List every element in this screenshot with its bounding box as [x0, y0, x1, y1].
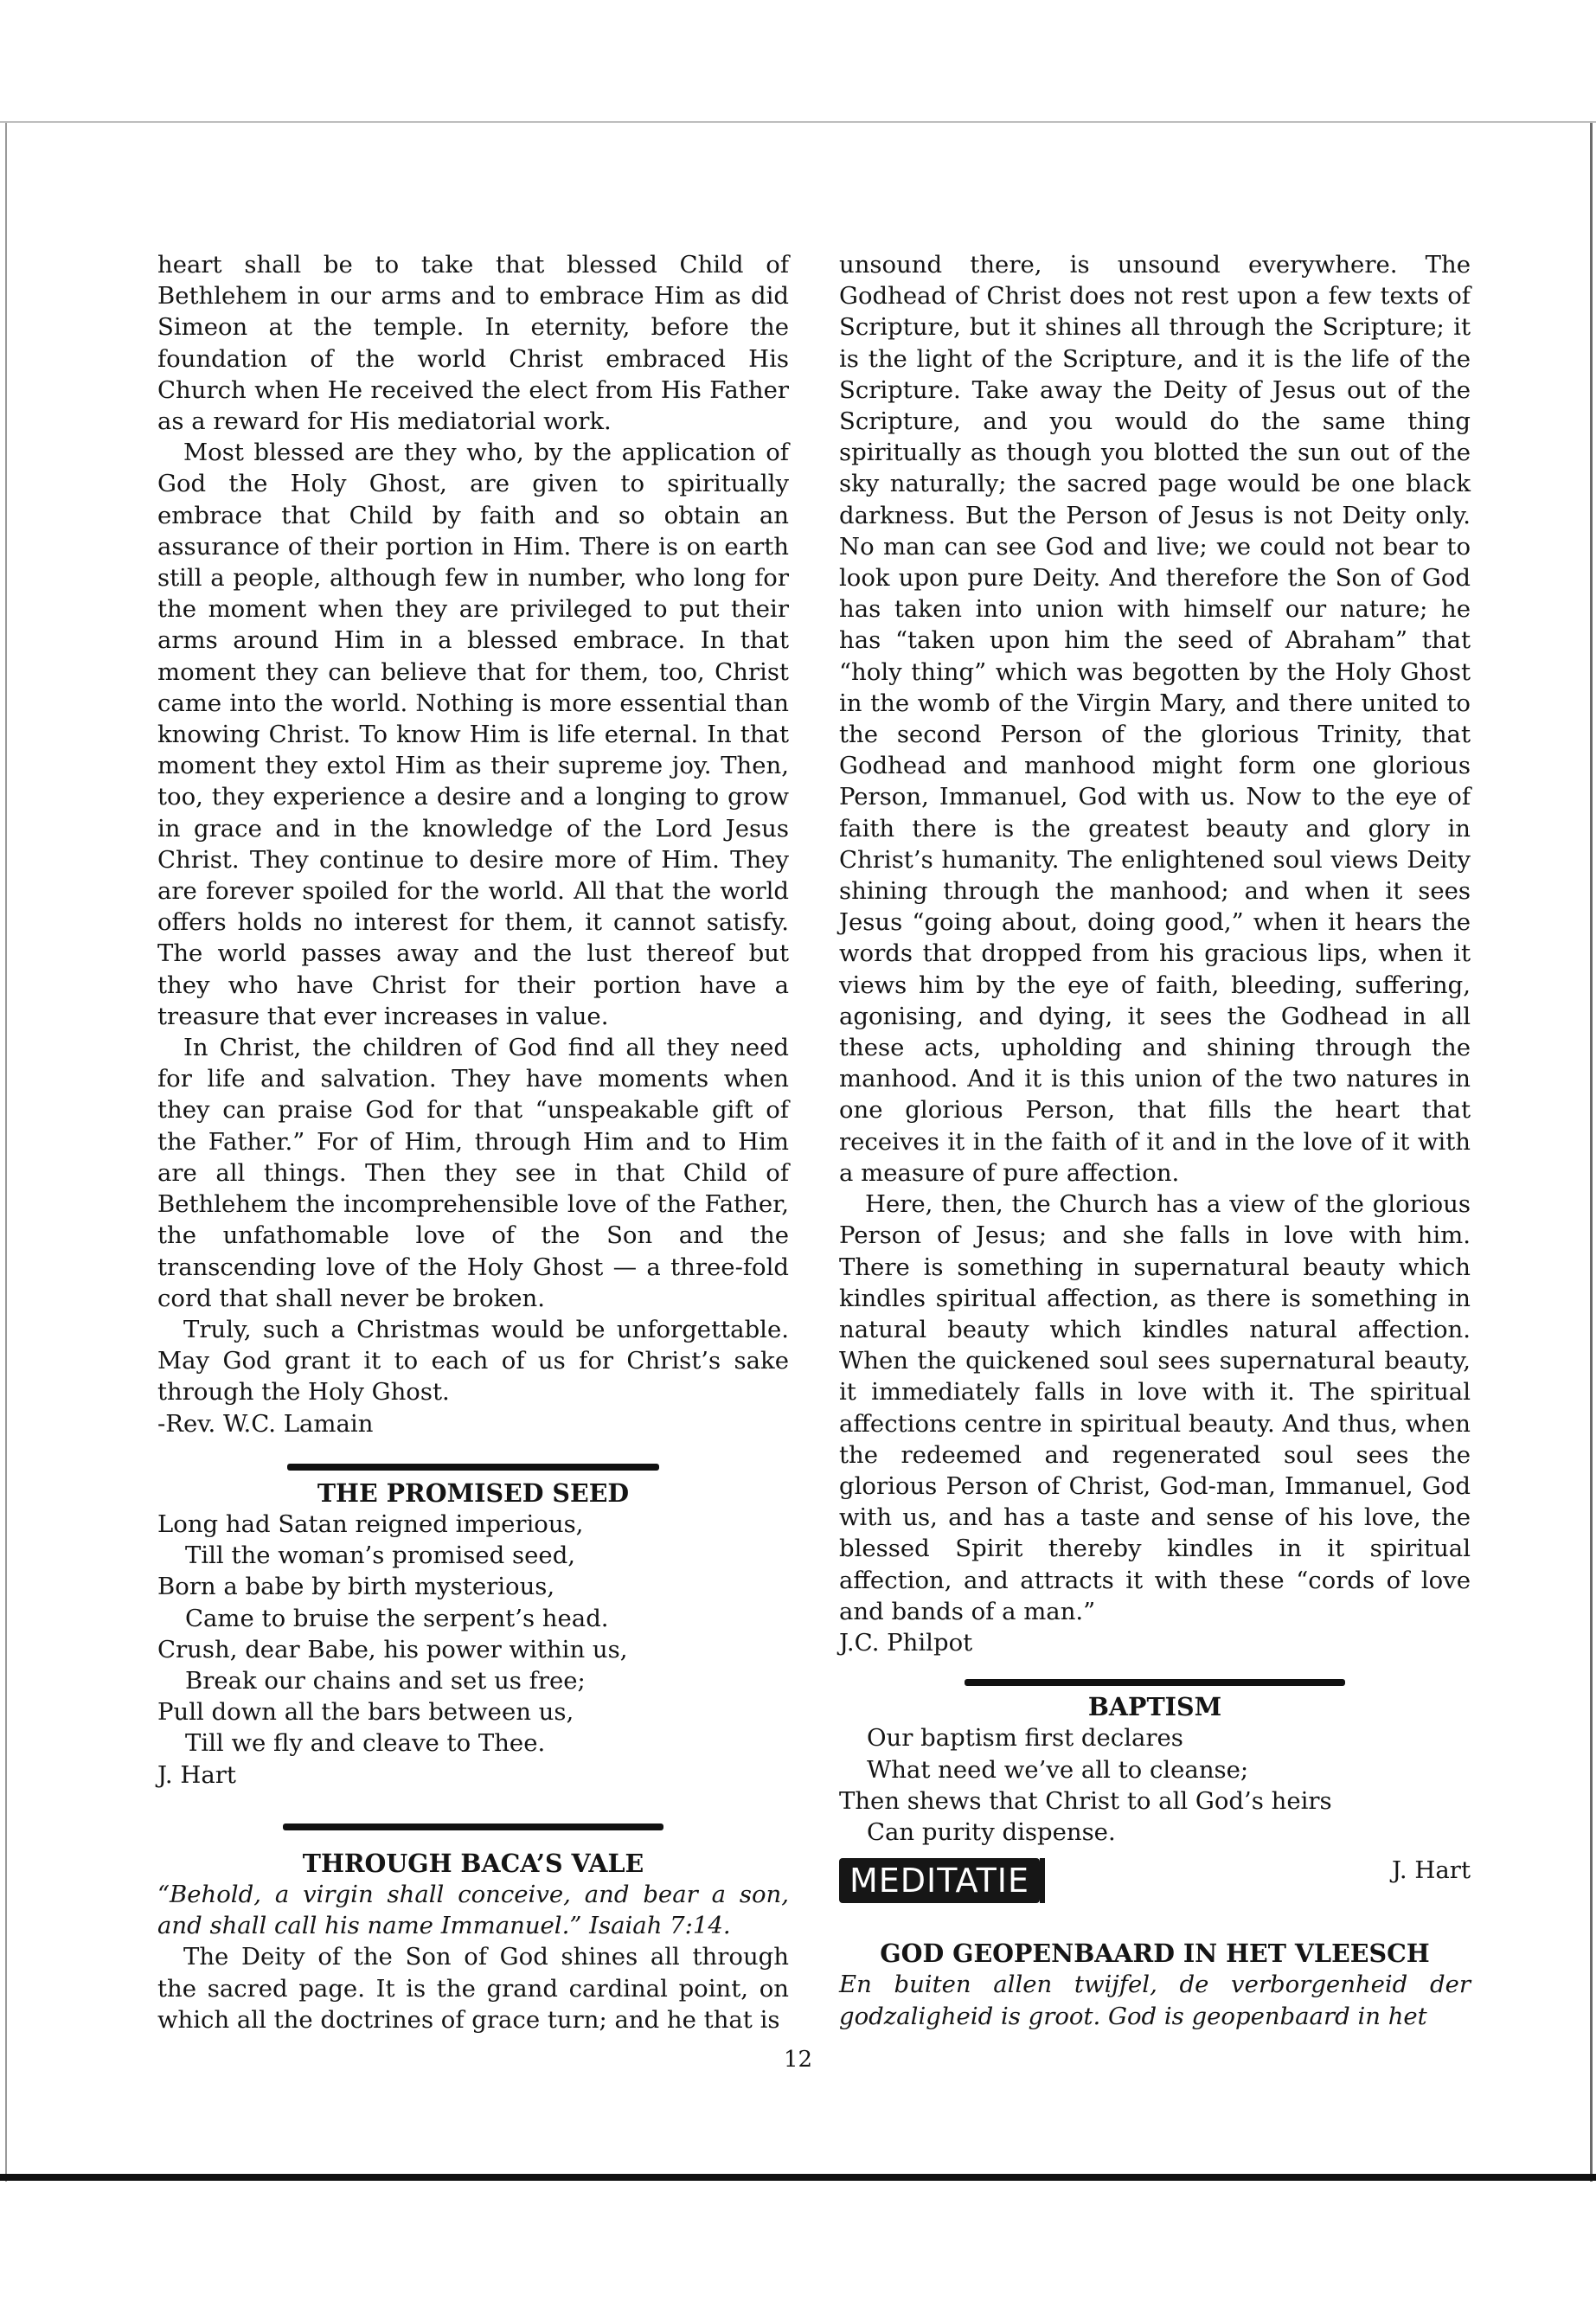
poem-line: What need we’ve all to cleanse; [867, 1755, 1249, 1784]
meditatie-badge: MEDITATIE [839, 1858, 1040, 1903]
poem-line: Till the woman’s promised seed, [185, 1541, 576, 1570]
page-top-edge [0, 121, 1596, 123]
promised-seed-author: J. Hart [157, 1760, 236, 1789]
baptism-author: J. Hart [1392, 1856, 1471, 1885]
dutch-epigraph: En buiten allen twijfel, de verborgenheid der godzaligheid is groot. God is geopenbaard in het [839, 1971, 1471, 2030]
right-paragraph: unsound there, is unsound everywhere. The Godhead of Christ does not rest upon a few texts of Scripture, but it shines all through the Scripture; it is the light of the Scripture, and it is the life of the Scripture. Take away the Deity of Jesus out of the Scripture, and you would do the same thing spiritually as though you blotted the sun out of the sky naturally; the sacred page would be one black darkness. But the Person of Jesus is not Deity only. No man can see God and live; we could not bear to look upon pure Deity. And therefore the Son of God has taken into union with himself our nature; he has “taken upon him the seed of Abraham” that “holy thing” which was begotten by the Holy Ghost in the womb of the Virgin Mary, and there united to the second Person of the glorious Trinity, that Godhead and manhood might form one glorious Person, Immanuel, God with us. Now to the eye of faith there is the greatest beauty and glory in Christ’s humanity. The enlightened soul views Deity shining through the manhood; and when it sees Jesus “going about, doing good,” when it hears the words that dropped from his gracious lips, when it views him by the eye of faith, bleeding, suffering, agonising, and dying, it sees the Godhead in all these acts, upholding and shining through the manhood. And it is this union of the two natures in one glorious Person, that fills the heart that receives it in the faith of it and in the love of it with a measure of pure affection. [839, 251, 1471, 1187]
left-paragraph: heart shall be to take that blessed Child of Bethlehem in our arms and to embrace Him as did Simeon at the temple. In eternity, before the foundation of the world Christ embraced His Church when He received the elect from His Father as a reward for His mediatorial work. [157, 251, 789, 436]
meditatie-row [839, 1855, 1471, 1907]
poem-line: Then shews that Christ to all God’s heirs [839, 1786, 1332, 1815]
poem-line: Born a babe by birth mysterious, [157, 1573, 555, 1601]
page-right-edge [1590, 123, 1593, 2182]
poem-line: Crush, dear Babe, his power within us, [157, 1635, 628, 1663]
left-paragraph: In Christ, the children of God find all they need for life and salvation. They have moments when they can praise God for that “unspeakable gift of the Father.” For of Him, through Him and to Him are all things. Then they see in that Child of Bethlehem the incomprehensible love of the Father, the unfathomable love of the Son and the transcending love of the Holy Ghost — a three-fold cord that shall never be broken. [157, 1034, 789, 1312]
poem-line: Break our chains and set us free; [185, 1666, 586, 1695]
left-paragraph: Most blessed are they who, by the application of God the Holy Ghost, are given to spiritually embrace that Child by faith and so obtain an assurance of their portion in Him. There is on earth still a people, although few in number, who long for the moment when they are privileged to put their arms around Him in a blessed embrace. In that moment they can believe that for them, too, Christ came into the world. Nothing is more essential than knowing Christ. To know Him is life eternal. In that moment they extol Him as their supreme joy. Then, too, they experience a desire and a longing to grow in grace and in the knowledge of the Lord Jesus Christ. They continue to desire more of Him. They are forever spoiled for the world. All that the world offers holds no interest for them, it cannot satisfy. The world passes away and the lust thereof but they who have Christ for their portion have a treasure that ever increases in value. [157, 439, 789, 1030]
poem-line: Came to bruise the serpent’s head. [185, 1604, 609, 1632]
right-paragraph: Here, then, the Church has a view of the glorious Person of Jesus; and she falls in love with him. There is something in supernatural beauty which kindles spiritual affection, as there is something in natural beauty which kindles natural affection. When the quickened soul sees supernatural beauty, it immediately falls in love with it. The spiritual affections centre in spiritual beauty. And thus, when the redeemed and regenerated soul sees the glorious Person of Christ, God-man, Immanuel, God with us, and has a taste and sense of his love, the blessed Spirit thereby kindles in it spiritual affection, and attracts it with these “cords of love and bands of a man.” [839, 1190, 1471, 1625]
baca-paragraph: The Deity of the Son of God shines all through the sacred page. It is the grand cardinal point, on which all the doctrines of grace turn; and he that is [157, 1943, 789, 2034]
section-divider [287, 1464, 659, 1471]
lamain-signature: -Rev. W.C. Lamain [157, 1409, 374, 1438]
poem-line: Pull down all the bars between us, [157, 1698, 574, 1727]
philpot-signature: J.C. Philpot [839, 1628, 973, 1657]
poem-line: Can purity dispense. [867, 1817, 1116, 1846]
baptism-title: BAPTISM [1087, 1692, 1222, 1722]
poem-line: Long had Satan reigned imperious, [157, 1509, 584, 1538]
baca-epigraph: “Behold, a virgin shall conceive, and bear a son, and shall call his name Immanuel.” Isaiah 7:14. [157, 1880, 789, 1940]
section-divider [965, 1679, 1345, 1686]
left-column [157, 249, 789, 2035]
section-divider [283, 1823, 663, 1830]
poem-line: Our baptism first declares [867, 1724, 1183, 1753]
right-column [839, 249, 1471, 2032]
baca-vale-title: THROUGH BACA’S VALE [302, 1848, 644, 1878]
god-geopenbaard-title: GOD GEOPENBAARD IN HET VLEESCH [880, 1939, 1430, 1969]
poem-line: Till we fly and cleave to Thee. [185, 1729, 546, 1758]
page-number: 12 [783, 2047, 813, 2073]
promised-seed-poem [157, 1509, 789, 1759]
left-paragraph: Truly, such a Christmas would be unforgettable. May God grant it to each of us for Christ’s sake through the Holy Ghost. [157, 1315, 789, 1407]
page-bottom-edge [0, 2174, 1596, 2181]
baptism-poem [839, 1722, 1471, 1848]
page-left-edge [5, 123, 7, 2182]
promised-seed-title: THE PROMISED SEED [317, 1477, 630, 1508]
